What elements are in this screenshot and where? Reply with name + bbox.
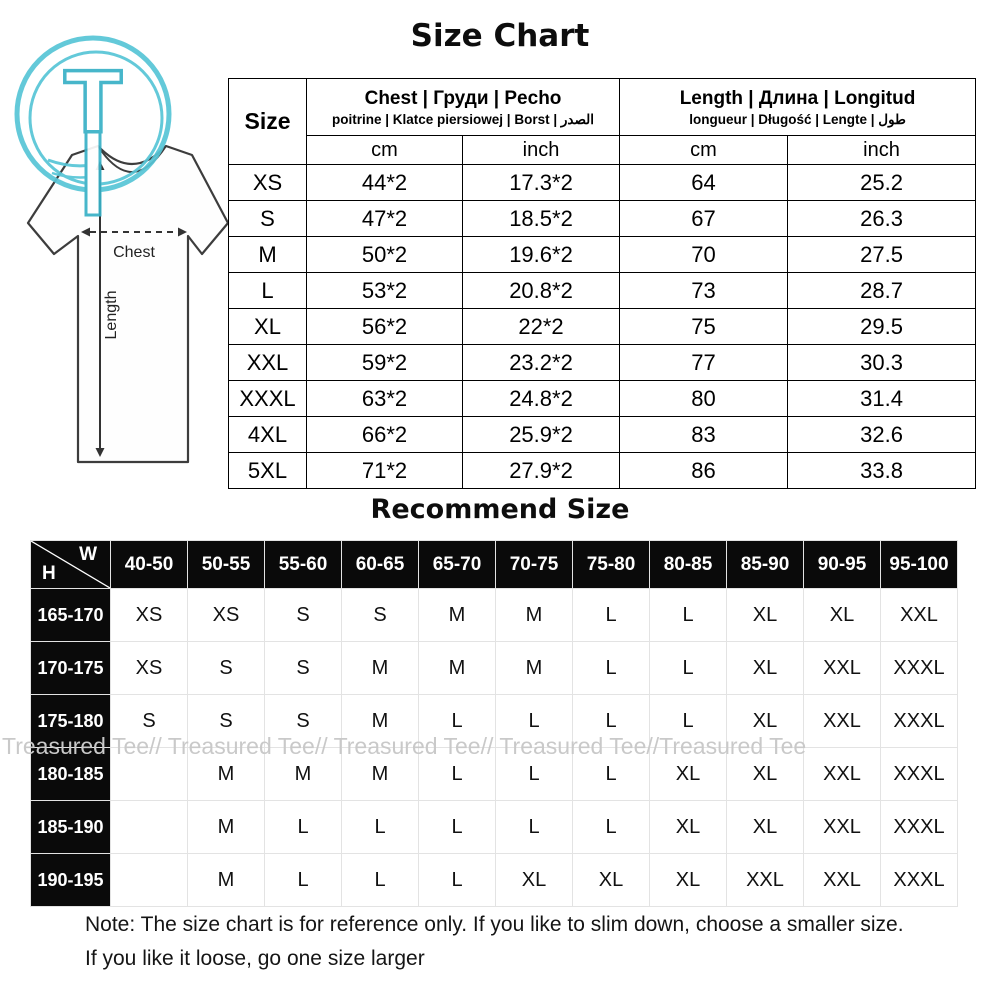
rec-size-value: L (650, 642, 727, 695)
rec-size-value: S (265, 695, 342, 748)
height-range-header: 180-185 (31, 748, 111, 801)
rec-size-value: S (111, 695, 188, 748)
rec-size-value: XL (727, 642, 804, 695)
height-range-header: 185-190 (31, 801, 111, 854)
size-table-row (229, 309, 976, 345)
size-value: XL (229, 309, 307, 345)
rec-size-value: L (419, 695, 496, 748)
length-cm-unit: cm (620, 136, 788, 165)
size-value: 4XL (229, 417, 307, 453)
rec-size-value: L (419, 748, 496, 801)
chest-inch-value: 17.3*2 (463, 165, 620, 201)
height-range-header: 170-175 (31, 642, 111, 695)
chest-inch-unit: inch (463, 136, 620, 165)
weight-range-header: 95-100 (881, 541, 958, 589)
rec-size-value (111, 748, 188, 801)
length-inch-value: 30.3 (788, 345, 976, 381)
rec-size-value: L (342, 854, 419, 907)
size-value: 5XL (229, 453, 307, 489)
height-range-header: 190-195 (31, 854, 111, 907)
rec-size-value: XL (804, 589, 881, 642)
note (85, 908, 904, 976)
chest-label: Chest (113, 244, 155, 261)
rec-size-value: S (188, 642, 265, 695)
weight-range-header: 40-50 (111, 541, 188, 589)
rec-size-value: XXXL (881, 801, 958, 854)
size-value: XXL (229, 345, 307, 381)
rec-size-value: L (342, 801, 419, 854)
weight-range-header: 55-60 (265, 541, 342, 589)
size-table-row (229, 237, 976, 273)
rec-size-value: XXXL (881, 695, 958, 748)
rec-size-value: XL (573, 854, 650, 907)
rec-size-value: XXXL (881, 854, 958, 907)
chest-cm-value: 59*2 (307, 345, 463, 381)
length-cm-value: 75 (620, 309, 788, 345)
chest-header-main: Chest | Груди | Pecho (364, 87, 562, 109)
recommend-table (30, 540, 958, 907)
rec-header-row (31, 541, 958, 589)
rec-size-value: XXXL (881, 748, 958, 801)
rec-size-value: XL (727, 748, 804, 801)
chest-header-sub: poitrine | Klatce piersiowej | Borst | الصدر (331, 111, 595, 127)
size-value: XXXL (229, 381, 307, 417)
length-inch-value: 26.3 (788, 201, 976, 237)
rec-size-value: XL (650, 748, 727, 801)
rec-size-value: L (573, 695, 650, 748)
rec-table-row (31, 801, 958, 854)
length-cm-value: 83 (620, 417, 788, 453)
rec-size-value: XXXL (881, 642, 958, 695)
watermark-text: Treasured Tee// Treasured Tee// Treasured Tee// Treasured Tee//Treasured Tee (2, 733, 807, 759)
chest-inch-value: 27.9*2 (463, 453, 620, 489)
rec-size-value: L (419, 801, 496, 854)
weight-range-header: 85-90 (727, 541, 804, 589)
rec-size-value: XS (111, 642, 188, 695)
chest-inch-value: 22*2 (463, 309, 620, 345)
rec-size-value: M (265, 748, 342, 801)
weight-range-header: 70-75 (496, 541, 573, 589)
size-table-row (229, 273, 976, 309)
size-table-row (229, 345, 976, 381)
chest-inch-value: 25.9*2 (463, 417, 620, 453)
rec-size-value: M (342, 642, 419, 695)
rec-size-value: L (496, 748, 573, 801)
rec-size-value: M (188, 801, 265, 854)
chest-inch-value: 24.8*2 (463, 381, 620, 417)
tshirt-diagram (0, 30, 260, 485)
length-inch-value: 27.5 (788, 237, 976, 273)
chest-cm-value: 56*2 (307, 309, 463, 345)
rec-size-value: L (573, 801, 650, 854)
chest-cm-value: 47*2 (307, 201, 463, 237)
rec-size-value: XXL (804, 801, 881, 854)
length-inch-value: 28.7 (788, 273, 976, 309)
weight-range-header: 90-95 (804, 541, 881, 589)
size-table-row (229, 165, 976, 201)
rec-size-value: M (342, 695, 419, 748)
size-table-row (229, 381, 976, 417)
rec-table-row (31, 748, 958, 801)
size-value: XS (229, 165, 307, 201)
rec-size-value: L (650, 589, 727, 642)
rec-table-row (31, 642, 958, 695)
size-table-row (229, 453, 976, 489)
recommend-title: Recommend Size (370, 494, 630, 525)
size-value: L (229, 273, 307, 309)
rec-size-value: XXL (804, 854, 881, 907)
rec-size-value: M (342, 748, 419, 801)
chest-cm-value: 71*2 (307, 453, 463, 489)
size-value: S (229, 201, 307, 237)
weight-range-header: 65-70 (419, 541, 496, 589)
rec-table-row (31, 589, 958, 642)
rec-size-value: L (496, 801, 573, 854)
rec-size-value: XL (727, 695, 804, 748)
chest-cm-value: 50*2 (307, 237, 463, 273)
length-inch-value: 29.5 (788, 309, 976, 345)
rec-size-value: XL (727, 589, 804, 642)
rec-table-row (31, 854, 958, 907)
rec-size-value: XL (650, 854, 727, 907)
rec-size-value: S (342, 589, 419, 642)
size-table (228, 78, 976, 489)
units-row (229, 136, 976, 165)
rec-size-value: M (188, 748, 265, 801)
rec-size-value: XXL (804, 642, 881, 695)
length-cm-value: 70 (620, 237, 788, 273)
rec-size-value: M (419, 642, 496, 695)
chest-cm-value: 63*2 (307, 381, 463, 417)
length-group-header (620, 79, 976, 136)
chest-inch-value: 19.6*2 (463, 237, 620, 273)
length-cm-value: 73 (620, 273, 788, 309)
length-cm-value: 86 (620, 453, 788, 489)
rec-size-value: M (496, 642, 573, 695)
length-inch-unit: inch (788, 136, 976, 165)
length-inch-value: 25.2 (788, 165, 976, 201)
brand-logo-letter: T (64, 54, 122, 152)
rec-size-value: XS (111, 589, 188, 642)
weight-range-header: 60-65 (342, 541, 419, 589)
length-header-main: Length | Длина | Longitud (679, 87, 916, 109)
page-title: Size Chart (410, 18, 590, 54)
height-range-header: 175-180 (31, 695, 111, 748)
rec-size-value (111, 854, 188, 907)
rec-size-value: XXL (727, 854, 804, 907)
rec-size-value: XXL (881, 589, 958, 642)
rec-table-body (31, 589, 958, 907)
length-cm-value: 67 (620, 201, 788, 237)
chest-inch-value: 20.8*2 (463, 273, 620, 309)
chest-group-header (307, 79, 620, 136)
rec-size-value: XL (496, 854, 573, 907)
size-table-row (229, 201, 976, 237)
size-table-body (229, 165, 976, 489)
height-range-header: 165-170 (31, 589, 111, 642)
note-line-2: If you like it loose, go one size larger (85, 947, 425, 970)
size-table-header-row (229, 79, 976, 136)
chest-inch-value: 18.5*2 (463, 201, 620, 237)
chest-inch-value: 23.2*2 (463, 345, 620, 381)
size-column-header: Size (229, 79, 307, 165)
rec-size-value: L (419, 854, 496, 907)
note-line-1: Note: The size chart is for reference only. If you like to slim down, choose a smaller size. (85, 913, 904, 936)
corner-height-label: H (42, 563, 56, 584)
rec-size-value: L (573, 589, 650, 642)
rec-size-value: L (496, 695, 573, 748)
size-value: M (229, 237, 307, 273)
length-inch-value: 33.8 (788, 453, 976, 489)
rec-size-value: L (573, 642, 650, 695)
corner-cell (31, 541, 111, 589)
rec-size-value (111, 801, 188, 854)
weight-range-header: 80-85 (650, 541, 727, 589)
weight-range-header: 50-55 (188, 541, 265, 589)
rec-size-value: XXL (804, 695, 881, 748)
weight-range-header: 75-80 (573, 541, 650, 589)
rec-size-value: L (265, 854, 342, 907)
rec-table-row (31, 695, 958, 748)
length-cm-value: 77 (620, 345, 788, 381)
length-header-sub: longueur | Długość | Lengte | طول (689, 111, 906, 127)
rec-size-value: XL (650, 801, 727, 854)
length-inch-value: 32.6 (788, 417, 976, 453)
rec-size-value: M (496, 589, 573, 642)
corner-weight-label: W (79, 544, 97, 565)
rec-size-value: M (419, 589, 496, 642)
chest-cm-value: 44*2 (307, 165, 463, 201)
rec-size-value: L (650, 695, 727, 748)
length-inch-value: 31.4 (788, 381, 976, 417)
rec-size-value: L (573, 748, 650, 801)
length-label: Length (103, 290, 120, 340)
size-table-row (229, 417, 976, 453)
rec-size-value: S (265, 642, 342, 695)
chest-cm-value: 53*2 (307, 273, 463, 309)
rec-size-value: S (265, 589, 342, 642)
length-cm-value: 64 (620, 165, 788, 201)
rec-size-value: XL (727, 801, 804, 854)
rec-size-value: M (188, 854, 265, 907)
rec-size-value: XXL (804, 748, 881, 801)
tshirt-outline (28, 146, 228, 462)
rec-size-value: S (188, 695, 265, 748)
length-cm-value: 80 (620, 381, 788, 417)
rec-size-value: XS (188, 589, 265, 642)
rec-size-value: L (265, 801, 342, 854)
chest-cm-value: 66*2 (307, 417, 463, 453)
chest-cm-unit: cm (307, 136, 463, 165)
